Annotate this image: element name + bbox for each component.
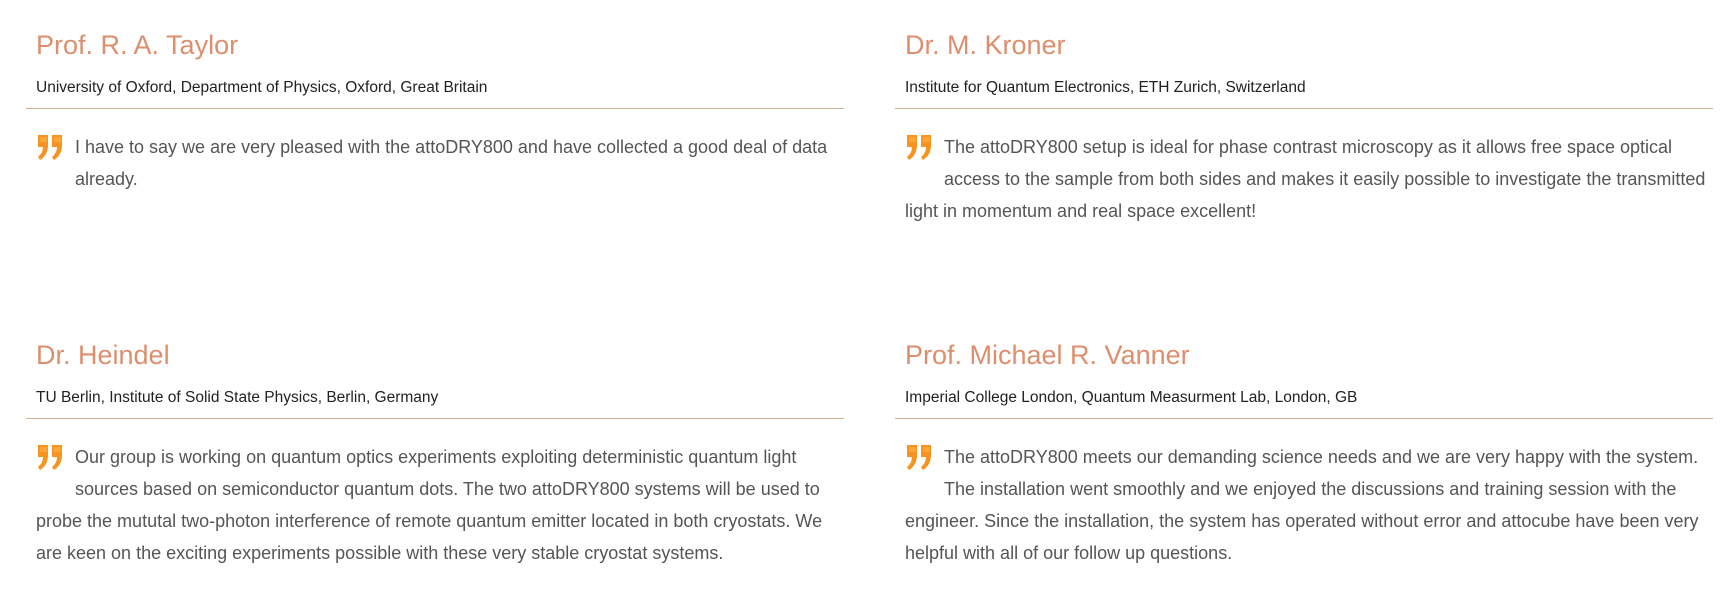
testimonial-card [26, 24, 844, 274]
testimonial-name: Dr. M. Kroner [905, 30, 1066, 60]
testimonial-quote [905, 131, 1713, 227]
testimonial-card [26, 334, 844, 584]
divider [26, 418, 844, 419]
testimonial-name: Prof. Michael R. Vanner [905, 340, 1190, 370]
testimonial-affiliation: Institute for Quantum Electronics, ETH Zurich, Switzerland [905, 79, 1306, 96]
divider [26, 108, 844, 109]
divider [895, 108, 1713, 109]
testimonial-quote-text: Our group is working on quantum optics experiments exploiting deterministic quantum light sources based on semiconductor quantum dots. The two attoDRY800 systems will be used to probe the mututal two-photon interference of remote quantum emitter located in both cryostats. We are keen on the exciting experiments possible with these very stable cryostat systems. [36, 447, 823, 563]
testimonial-name: Dr. Heindel [36, 340, 170, 370]
testimonial-name: Prof. R. A. Taylor [36, 30, 239, 60]
testimonial-affiliation: Imperial College London, Quantum Measurment Lab, London, GB [905, 389, 1358, 406]
quote-icon [36, 133, 66, 167]
testimonial-affiliation: TU Berlin, Institute of Solid State Physics, Berlin, Germany [36, 389, 439, 406]
quote-icon [36, 443, 66, 477]
quote-icon [905, 443, 935, 477]
testimonial-affiliation: University of Oxford, Department of Physics, Oxford, Great Britain [36, 79, 488, 96]
divider [895, 418, 1713, 419]
testimonial-card [895, 24, 1713, 274]
testimonial-quote [36, 441, 844, 569]
quote-icon [905, 133, 935, 167]
testimonial-quote [905, 441, 1713, 569]
testimonial-quote-text: I have to say we are very pleased with the attoDRY800 and have collected a good deal of data already. [75, 137, 828, 189]
testimonial-quote [36, 131, 844, 195]
testimonial-card [895, 334, 1713, 584]
testimonial-quote-text: The attoDRY800 meets our demanding science needs and we are very happy with the system. The installation went smoothly and we enjoyed the discussions and training session with the engineer. Since the installation, the system has operated without error and attocube have been very helpful with all of our follow up questions. [905, 447, 1699, 563]
testimonial-quote-text: The attoDRY800 setup is ideal for phase contrast microscopy as it allows free space optical access to the sample from both sides and makes it easily possible to investigate the transmitted light in momentum and real space excellent! [905, 137, 1706, 221]
